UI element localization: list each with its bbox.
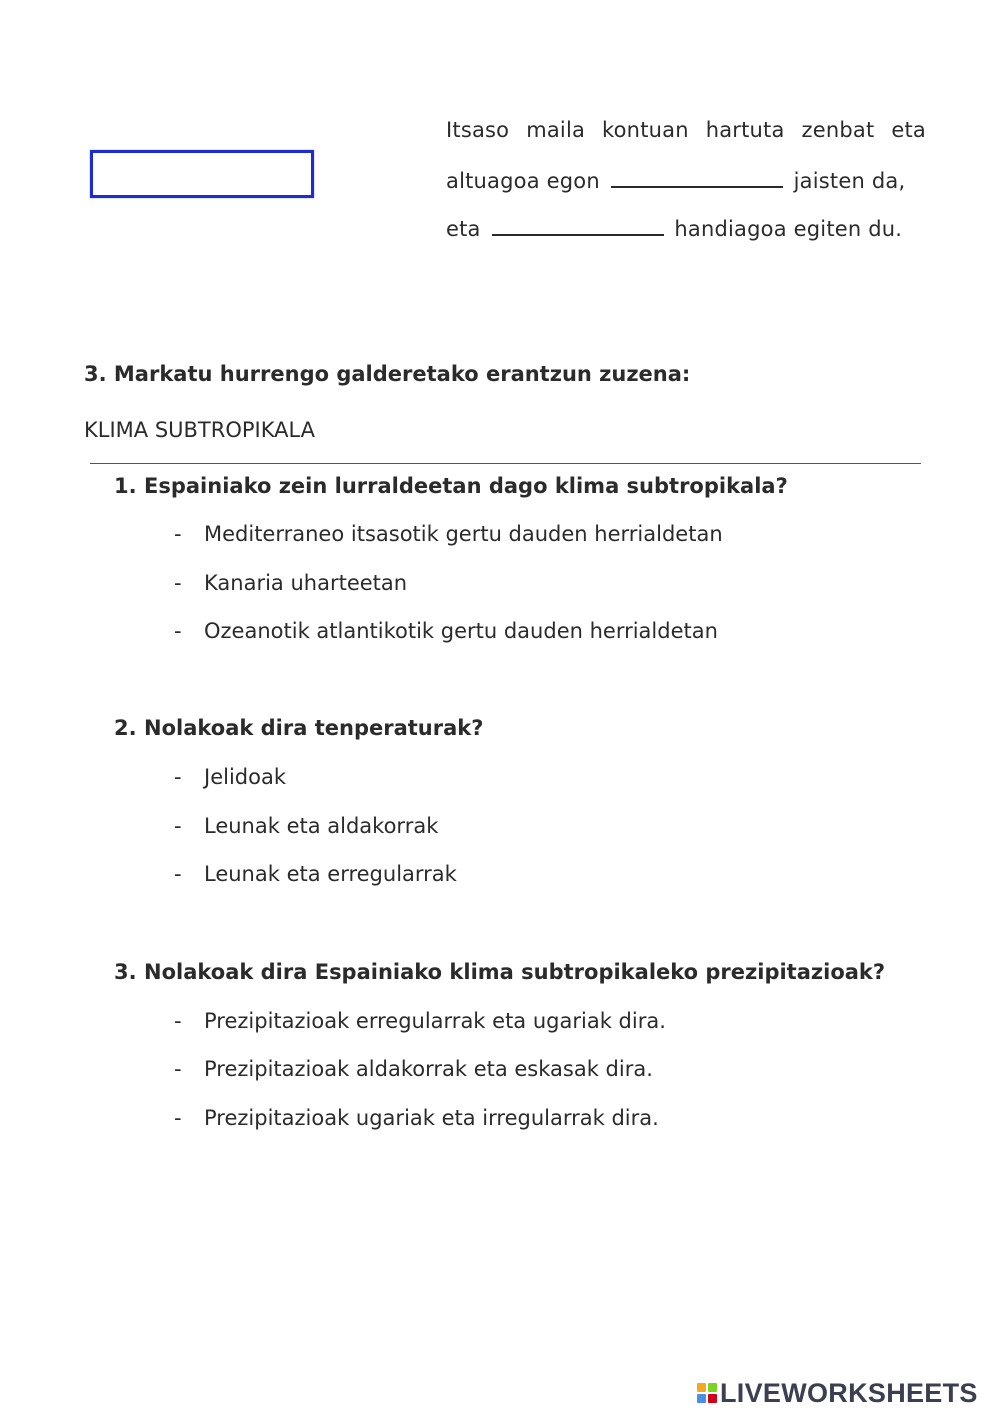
option-dash: - (174, 1057, 182, 1081)
paragraph-line-3 (446, 216, 926, 241)
paragraph-line-3-start: eta (446, 217, 481, 241)
option-text: Kanaria uharteetan (204, 571, 408, 595)
paragraph-line-2-start: altuagoa egon (446, 169, 600, 193)
answer-input-box[interactable] (90, 150, 314, 198)
question-text: Espainiako zein lurraldeetan dago klima subtropikala? (144, 474, 788, 498)
paragraph-line-1: Itsaso maila kontuan hartuta zenbat eta (446, 118, 926, 142)
option-1-1[interactable] (174, 522, 723, 546)
option-dash: - (174, 862, 182, 886)
paragraph-line-2 (446, 168, 926, 193)
option-text: Mediterraneo itsasotik gertu dauden herrialdetan (204, 522, 723, 546)
option-3-2[interactable] (174, 1057, 653, 1081)
option-2-2[interactable] (174, 814, 438, 838)
question-number: 3. (114, 960, 137, 984)
option-text: Prezipitazioak aldakorrak eta eskasak dira. (204, 1057, 653, 1081)
option-text: Ozeanotik atlantikotik gertu dauden herrialdetan (204, 619, 718, 643)
logo-text: LIVEWORKSHEETS (720, 1377, 978, 1408)
option-dash: - (174, 814, 182, 838)
question-3 (114, 960, 885, 984)
option-text: Jelidoak (204, 765, 286, 789)
divider-line (90, 463, 921, 464)
option-2-3[interactable] (174, 862, 457, 886)
liveworksheets-logo (697, 1378, 978, 1408)
paragraph-line-2-end: jaisten da, (793, 169, 906, 193)
paragraph-line-3-end: handiagoa egiten du. (674, 217, 903, 241)
logo-square (697, 1383, 706, 1392)
option-dash: - (174, 765, 182, 789)
option-2-1[interactable] (174, 765, 286, 789)
option-1-2[interactable] (174, 571, 407, 595)
question-text: Nolakoak dira tenperaturak? (144, 716, 484, 740)
question-number: 1. (114, 474, 137, 498)
option-1-3[interactable] (174, 619, 718, 643)
logo-square (708, 1383, 717, 1392)
option-3-3[interactable] (174, 1106, 659, 1130)
question-1 (114, 474, 788, 498)
blank-1[interactable] (611, 168, 783, 188)
question-2 (114, 716, 483, 740)
option-text: Leunak eta aldakorrak (204, 814, 439, 838)
option-text: Prezipitazioak ugariak eta irregularrak dira. (204, 1106, 659, 1130)
option-text: Leunak eta erregularrak (204, 862, 457, 886)
option-dash: - (174, 1009, 182, 1033)
logo-square (697, 1394, 706, 1403)
topic-title: KLIMA SUBTROPIKALA (84, 418, 316, 442)
option-text: Prezipitazioak erregularrak eta ugariak dira. (204, 1009, 666, 1033)
option-dash: - (174, 522, 182, 546)
logo-grid-icon (697, 1383, 717, 1403)
section-heading: 3. Markatu hurrengo galderetako erantzun zuzena: (84, 362, 691, 386)
question-number: 2. (114, 716, 137, 740)
option-dash: - (174, 1106, 182, 1130)
option-dash: - (174, 571, 182, 595)
option-dash: - (174, 619, 182, 643)
blank-2[interactable] (492, 216, 664, 236)
logo-square (708, 1394, 717, 1403)
question-text: Nolakoak dira Espainiako klima subtropikaleko prezipitazioak? (144, 960, 886, 984)
option-3-1[interactable] (174, 1009, 666, 1033)
